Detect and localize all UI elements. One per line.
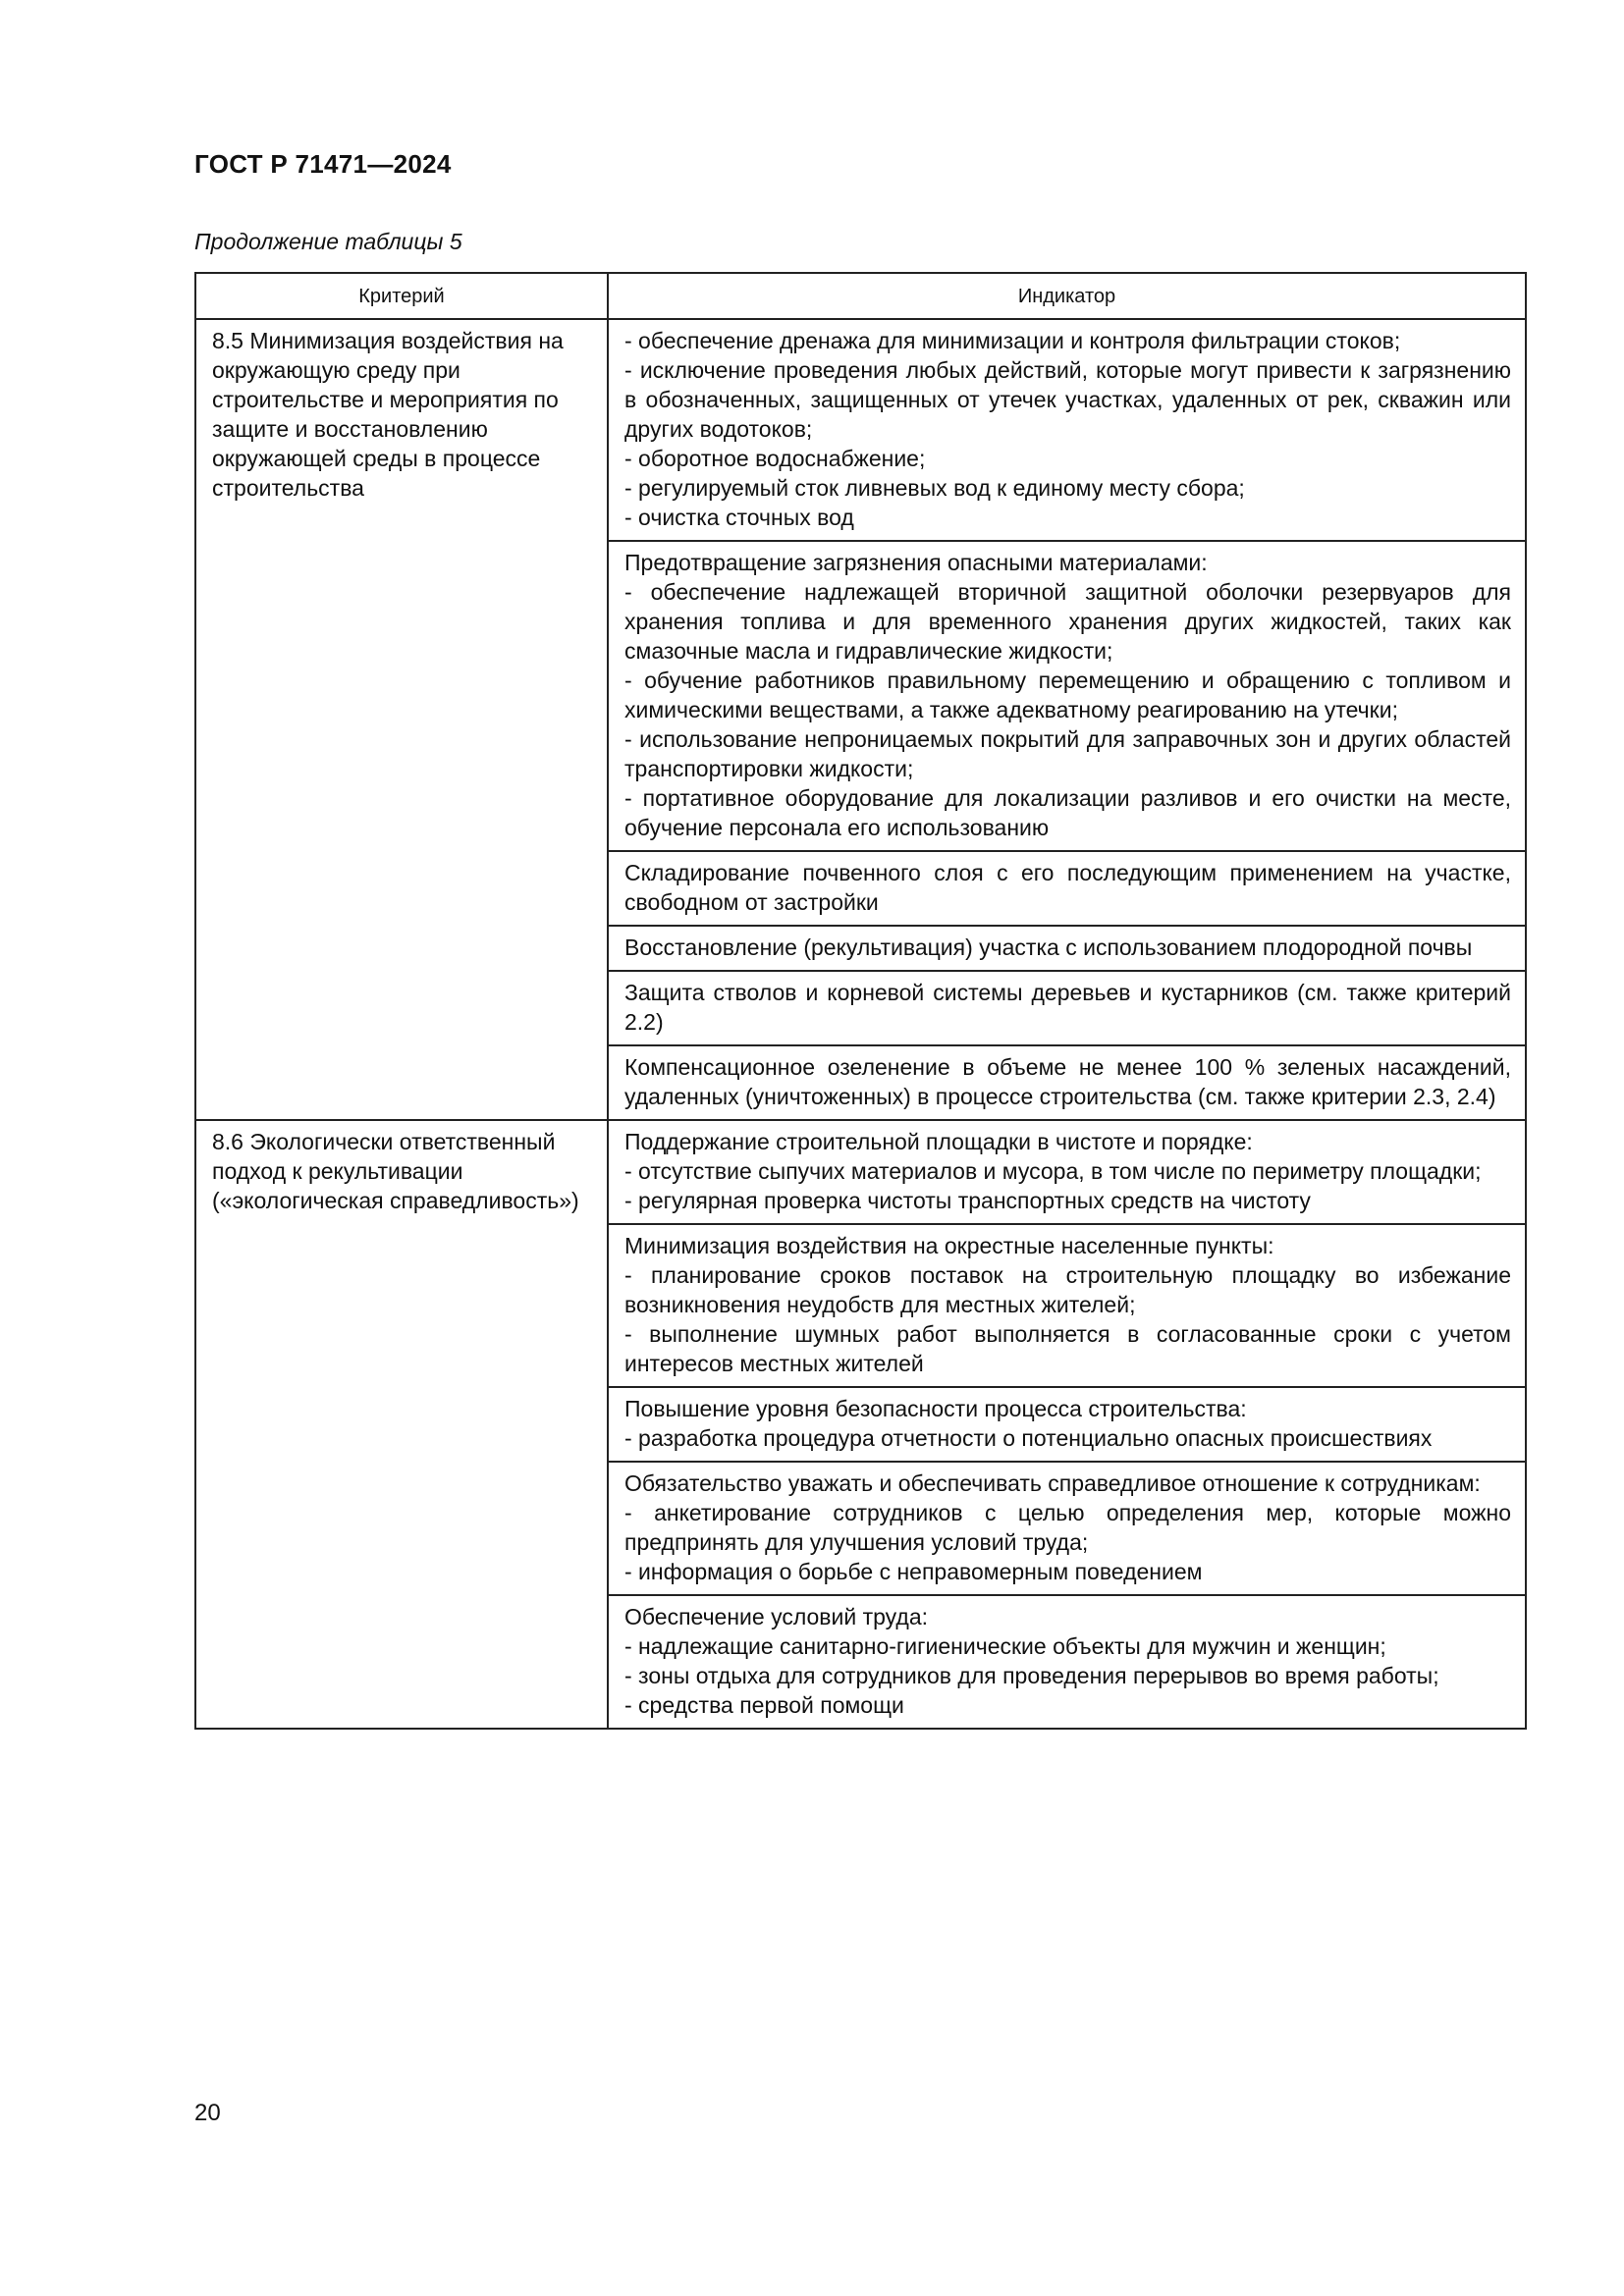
indicator-line: - обеспечение надлежащей вторичной защитной оболочки резервуаров для хранения топлива и для временного хранения других жидкостей, таких как смазочные масла и гидравлические жидкости; — [624, 579, 1511, 664]
page-number: 20 — [194, 2100, 221, 2126]
table-caption: Продолжение таблицы 5 — [194, 229, 462, 254]
indicator-cell — [608, 971, 1526, 1045]
indicator-line: - обеспечение дренажа для минимизации и контроля фильтрации стоков; — [624, 328, 1401, 353]
criterion-cell: 8.6 Экологически ответственный подход к рекультивации («экологическая справедливость») — [195, 1120, 608, 1729]
criteria-table — [194, 272, 1527, 1730]
indicator-line: - анкетирование сотрудников с целью определения мер, которые можно предпринять для улучшения условий труда; — [624, 1500, 1511, 1555]
column-header-criterion: Критерий — [195, 273, 608, 319]
indicator-line: - выполнение шумных работ выполняется в согласованные сроки с учетом интересов местных жителей — [624, 1321, 1511, 1376]
table-body — [195, 319, 1526, 1729]
indicator-line: - зоны отдыха для сотрудников для проведения перерывов во время работы; — [624, 1663, 1439, 1688]
criterion-cell: 8.5 Минимизация воздействия на окружающую среду при строительстве и мероприятия по защите и восстановлению окружающей среды в процессе строительства — [195, 319, 608, 1120]
indicator-line: - планирование сроков поставок на строительную площадку во избежание возникновения неудобств для местных жителей; — [624, 1262, 1511, 1317]
indicator-line: - информация о борьбе с неправомерным поведением — [624, 1559, 1203, 1584]
indicator-line: - очистка сточных вод — [624, 505, 854, 530]
table-header-row — [195, 273, 1526, 319]
indicator-line: - средства первой помощи — [624, 1692, 904, 1718]
indicator-line: - регулярная проверка чистоты транспортных средств на чистоту — [624, 1188, 1311, 1213]
indicator-line: Предотвращение загрязнения опасными материалами: — [624, 550, 1208, 575]
indicator-line: - портативное оборудование для локализации разливов и его очистки на месте, обучение персонала его использованию — [624, 785, 1511, 840]
indicator-line: - исключение проведения любых действий, которые могут привести к загрязнению в обозначенных, защищенных от утечек участках, удаленных от рек, скважин или других водотоков; — [624, 357, 1511, 442]
indicator-cell — [608, 1120, 1526, 1224]
indicator-cell — [608, 851, 1526, 926]
indicator-cell — [608, 1462, 1526, 1595]
indicator-line: Повышение уровня безопасности процесса строительства: — [624, 1396, 1247, 1421]
indicator-line: - использование непроницаемых покрытий для заправочных зон и других областей транспортировки жидкости; — [624, 726, 1511, 781]
indicator-line: Минимизация воздействия на окрестные населенные пункты: — [624, 1233, 1274, 1258]
document-id: ГОСТ Р 71471—2024 — [194, 149, 452, 179]
indicator-line: Обеспечение условий труда: — [624, 1604, 929, 1629]
indicator-line: Обязательство уважать и обеспечивать справедливое отношение к сотрудникам: — [624, 1470, 1481, 1496]
indicator-line: Защита стволов и корневой системы деревьев и кустарников (см. также критерий 2.2) — [624, 980, 1511, 1035]
indicator-line: - оборотное водоснабжение; — [624, 446, 926, 471]
indicator-line: Компенсационное озеленение в объеме не менее 100 % зеленых насаждений, удаленных (уничтоженных) в процессе строительства (см. также критерии 2.3, 2.4) — [624, 1054, 1511, 1109]
indicator-cell — [608, 319, 1526, 541]
indicator-line: Складирование почвенного слоя с его последующим применением на участке, свободном от застройки — [624, 860, 1511, 915]
indicator-line: - отсутствие сыпучих материалов и мусора, в том числе по периметру площадки; — [624, 1158, 1482, 1184]
indicator-line: Восстановление (рекультивация) участка с использованием плодородной почвы — [624, 934, 1473, 960]
indicator-cell — [608, 1224, 1526, 1387]
indicator-cell — [608, 1045, 1526, 1120]
indicator-cell — [608, 1387, 1526, 1462]
table-row — [195, 319, 1526, 541]
indicator-cell — [608, 1595, 1526, 1729]
indicator-cell — [608, 541, 1526, 851]
indicator-line: - обучение работников правильному перемещению и обращению с топливом и химическими веществами, а также адекватному реагированию на утечки; — [624, 667, 1511, 722]
indicator-line: Поддержание строительной площадки в чистоте и порядке: — [624, 1129, 1253, 1154]
indicator-line: - регулируемый сток ливневых вод к единому месту сбора; — [624, 475, 1245, 501]
table-row — [195, 1120, 1526, 1224]
column-header-indicator: Индикатор — [608, 273, 1526, 319]
indicator-cell — [608, 926, 1526, 971]
indicator-line: - надлежащие санитарно-гигиенические объекты для мужчин и женщин; — [624, 1633, 1386, 1659]
indicator-line: - разработка процедура отчетности о потенциально опасных происшествиях — [624, 1425, 1433, 1451]
